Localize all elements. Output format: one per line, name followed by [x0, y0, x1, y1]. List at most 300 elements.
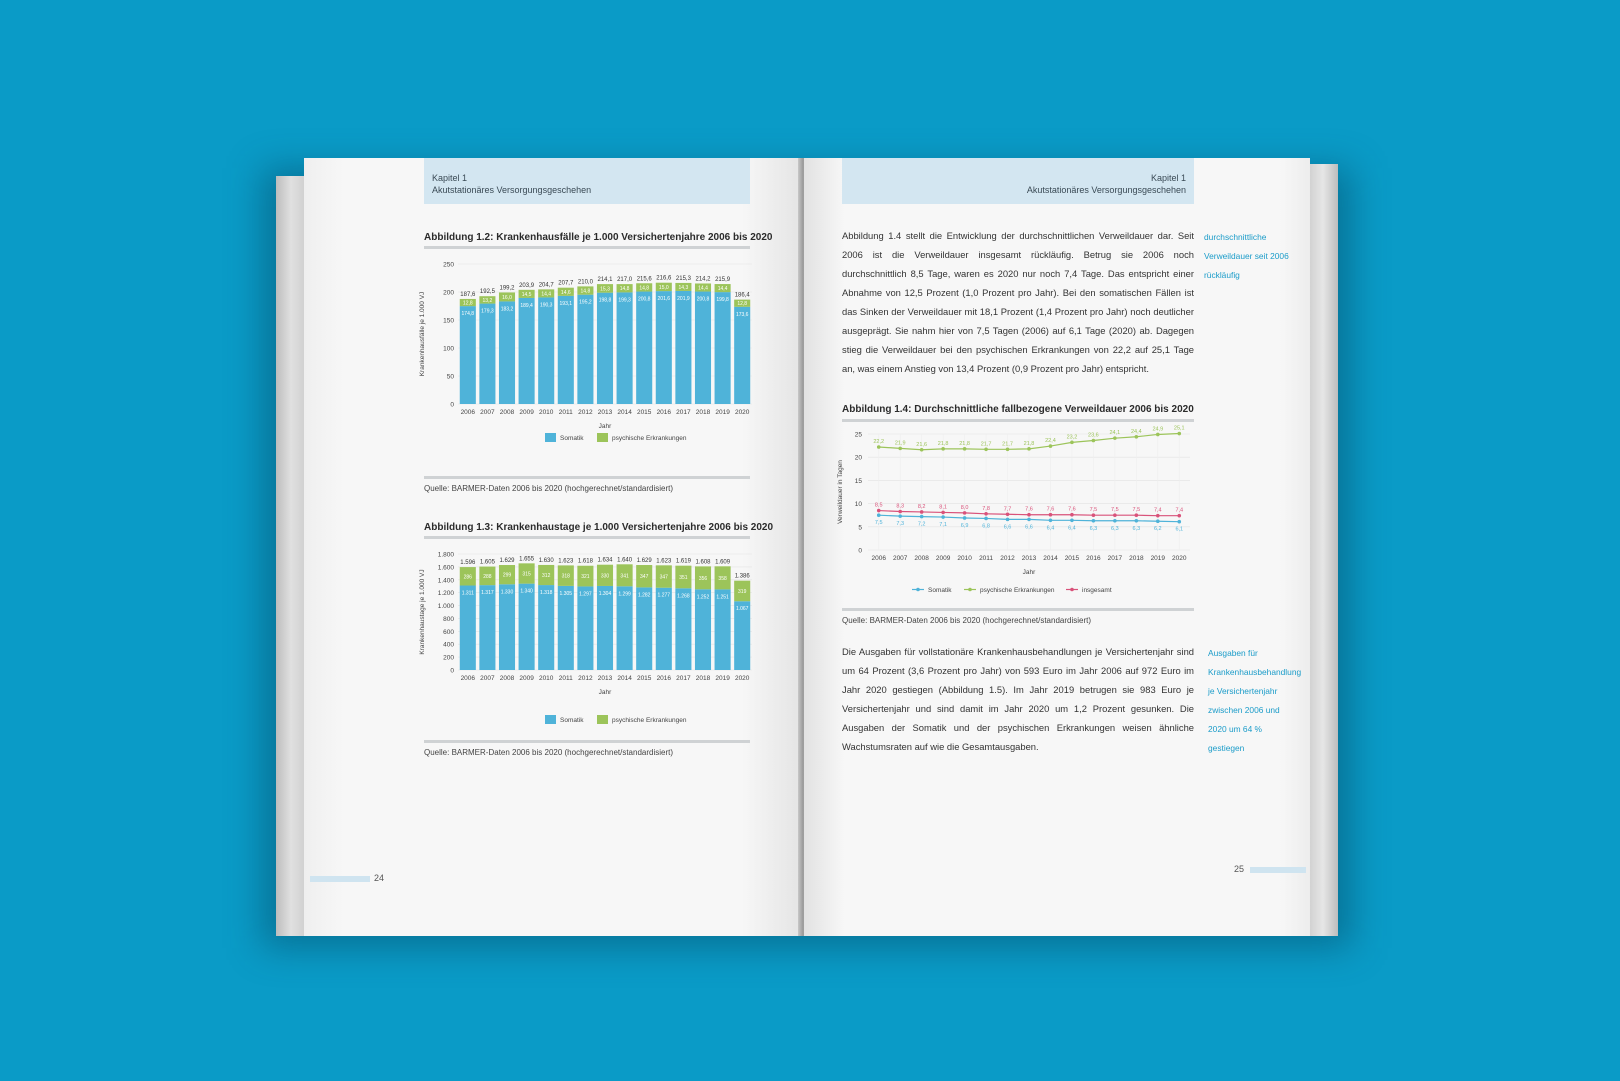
page-footer-bar	[310, 876, 370, 882]
y-tick-label: 0	[450, 401, 454, 409]
series-somatik-label: 6,6	[1025, 524, 1033, 531]
total-label: 199,2	[499, 285, 515, 292]
series-somatik-label: 6,3	[1089, 525, 1098, 532]
total-label: 215,9	[715, 277, 731, 284]
series-psych-label: 21,7	[980, 441, 992, 448]
x-tick-label: 2019	[1150, 555, 1166, 562]
x-tick-label: 2008	[499, 675, 515, 682]
total-label: 215,3	[675, 275, 691, 282]
series-insgesamt-point	[1156, 514, 1160, 518]
x-tick-label: 2015	[636, 409, 652, 416]
x-tick-label: 2009	[935, 555, 951, 562]
x-tick-label: 2020	[1172, 555, 1187, 562]
total-label: 214,2	[695, 276, 711, 283]
psych-value-label: 299	[502, 572, 512, 579]
total-label: 207,7	[558, 280, 574, 287]
bar-somatik	[597, 293, 613, 404]
y-tick-label: 10	[854, 501, 862, 509]
bar-somatik	[695, 292, 711, 404]
series-insgesamt-label: 8,1	[939, 504, 947, 511]
series-insgesamt-label: 8,0	[960, 504, 969, 511]
somatik-value-label: 1.297	[579, 591, 592, 598]
figure-source: Quelle: BARMER-Daten 2006 bis 2020 (hochgerechnet/standardisiert)	[842, 616, 1092, 625]
y-tick-label: 50	[446, 373, 454, 381]
bar-somatik	[519, 584, 535, 670]
x-tick-label: 2018	[695, 409, 711, 416]
bar-somatik	[499, 584, 515, 670]
series-somatik-point	[1135, 519, 1139, 523]
bar-chart-days	[416, 540, 756, 740]
y-tick-label: 400	[443, 641, 454, 649]
psych-value-label: 318	[561, 573, 570, 580]
paragraph: Abbildung 1.4 stellt die Entwicklung der durchschnittlichen Verweildauer dar. Seit 2006 ist die Verweildauer insgesamt rückläufig. Betrug sie 2006 noch durchschnittlich 8,5 Tage, waren es 2020 nur noch 7,4 Tage. Das entspricht einer Abnahme von 12,5 Prozent (1,0 Prozent pro Jahr). Bei den somatischen Fällen ist das Sinken der Verweildauer mit 18,1 Prozent (1,4 Prozent pro Jahr) noch deutlicher ausgeprägt. Sie nahm hier von 7,5 Tagen (2006) auf 6,1 Tage (2020) ab. Dagegen stieg die Verweildauer bei den psychischen Erkrankungen von 22,2 auf 25,1 Tage an, was einem Anstieg von 13,4 Prozent (0,9 Prozent pro Jahr) entspricht.	[842, 230, 1194, 374]
psych-value-label: 12,8	[462, 300, 473, 307]
bar-somatik	[519, 298, 535, 404]
series-somatik-label: 6,1	[1175, 526, 1184, 533]
somatik-value-label: 1.268	[677, 593, 690, 600]
y-tick-label: 600	[443, 628, 454, 636]
x-tick-label: 2012	[578, 675, 593, 682]
psych-value-label: 347	[659, 574, 668, 581]
x-tick-label: 2012	[578, 409, 593, 416]
series-somatik-label: 6,4	[1046, 525, 1055, 532]
chapter-label: Kapitel 1	[432, 173, 468, 183]
series-insgesamt-point	[1092, 513, 1096, 517]
x-axis-label: Jahr	[598, 689, 612, 696]
series-psych-label: 21,8	[937, 440, 949, 447]
legend-swatch-somatik	[545, 433, 556, 442]
somatik-value-label: 190,3	[539, 302, 553, 309]
x-tick-label: 2010	[538, 409, 554, 416]
series-psych-label: 24,4	[1130, 428, 1142, 435]
series-somatik-label: 6,6	[1003, 524, 1012, 531]
bar-somatik	[675, 588, 691, 670]
figure-rule	[424, 536, 750, 539]
y-tick-label: 1.200	[437, 590, 454, 598]
x-tick-label: 2018	[1129, 555, 1144, 562]
series-insgesamt-point	[1113, 513, 1117, 517]
legend-label-psych: psychische Erkrankungen	[612, 717, 687, 724]
series-insgesamt-point	[1135, 513, 1139, 517]
bar-somatik	[558, 586, 574, 670]
x-tick-label: 2016	[656, 409, 672, 416]
y-tick-label: 1.600	[437, 564, 454, 572]
section-label: Akutstationäres Versorgungsgeschehen	[1026, 185, 1186, 195]
y-tick-label: 1.000	[437, 603, 454, 611]
series-somatik-label: 7,3	[896, 521, 905, 528]
x-tick-label: 2010	[957, 555, 972, 562]
chapter-label: Kapitel 1	[1150, 173, 1186, 183]
x-tick-label: 2010	[538, 675, 554, 682]
x-tick-label: 2009	[519, 409, 534, 416]
bar-somatik	[675, 291, 691, 404]
legend-swatch-somatik	[545, 715, 556, 724]
psych-value-label: 16,0	[502, 294, 512, 301]
series-somatik-label: 7,2	[917, 521, 926, 528]
x-tick-label: 2006	[871, 555, 886, 562]
bar-somatik	[479, 304, 495, 404]
series-somatik-point	[1092, 519, 1096, 523]
legend-label-series-somatik: Somatik	[928, 587, 952, 594]
x-tick-label: 2007	[480, 409, 495, 416]
series-psych-label: 23,6	[1088, 432, 1099, 439]
series-psych-label: 24,9	[1152, 426, 1164, 433]
psych-value-label: 315	[522, 571, 531, 578]
total-label: 186,4	[734, 292, 750, 299]
bar-somatik	[695, 589, 711, 670]
somatik-value-label: 199,8	[716, 297, 729, 304]
psych-value-label: 13,2	[482, 297, 493, 304]
bar-somatik	[460, 306, 476, 404]
somatik-value-label: 1.318	[539, 590, 553, 597]
psych-value-label: 12,8	[737, 301, 748, 308]
series-somatik-label: 6,9	[960, 522, 969, 529]
series-psych-point	[1092, 439, 1096, 443]
psych-value-label: 356	[698, 575, 708, 582]
total-label: 1.596	[460, 560, 476, 567]
series-somatik-label: 6,2	[1153, 526, 1162, 533]
bar-somatik	[538, 585, 554, 670]
somatik-value-label: 1.305	[559, 590, 573, 597]
figure-rule	[424, 246, 750, 249]
series-insgesamt-label: 7,6	[1068, 506, 1076, 513]
somatik-value-label: 201,9	[677, 295, 690, 302]
psych-value-label: 14,8	[639, 285, 650, 292]
left-page-stack	[276, 176, 306, 936]
somatik-value-label: 1.251	[716, 594, 729, 601]
series-psych-point	[1113, 436, 1117, 440]
bar-somatik	[715, 292, 731, 404]
series-psych-label: 21,9	[894, 440, 906, 447]
series-insgesamt-label: 7,6	[1046, 506, 1055, 513]
y-tick-label: 150	[443, 317, 454, 325]
x-tick-label: 2013	[1021, 555, 1037, 562]
series-psych-point	[1177, 432, 1181, 436]
series-insgesamt-label: 7,7	[1003, 506, 1012, 513]
total-label: 217,0	[617, 277, 633, 284]
y-tick-label: 200	[443, 289, 454, 297]
total-label: 1.618	[577, 558, 593, 565]
y-tick-label: 800	[443, 615, 454, 623]
series-somatik-point	[1070, 519, 1074, 523]
bar-somatik	[636, 587, 652, 670]
bar-somatik	[734, 307, 750, 404]
psych-value-label: 312	[542, 573, 551, 580]
figure-rule	[424, 740, 750, 743]
series-psych-point	[920, 448, 924, 452]
section-label: Akutstationäres Versorgungsgeschehen	[432, 185, 592, 195]
x-tick-label: 2019	[715, 409, 730, 416]
series-psych-label: 21,6	[916, 441, 928, 448]
bar-somatik	[558, 296, 574, 404]
page-number: 24	[374, 873, 385, 883]
psych-value-label: 288	[483, 573, 492, 580]
psych-value-label: 358	[718, 575, 727, 582]
x-tick-label: 2011	[979, 555, 994, 562]
legend-label-somatik: Somatik	[560, 717, 584, 724]
psych-value-label: 14,6	[560, 289, 571, 296]
legend-marker-series-somatik	[916, 588, 920, 592]
series-psych-label: 22,4	[1045, 438, 1056, 445]
psych-value-label: 341	[620, 573, 629, 580]
series-psych-point	[1135, 435, 1139, 439]
x-tick-label: 2008	[499, 409, 515, 416]
psych-value-label: 14,8	[619, 286, 630, 293]
page-number: 25	[1234, 864, 1245, 874]
line-chart-stay	[834, 422, 1200, 606]
somatik-value-label: 1.304	[598, 590, 612, 597]
total-label: 192,5	[479, 289, 495, 296]
somatik-value-label: 179,3	[481, 308, 494, 315]
series-insgesamt-label: 7,5	[1111, 507, 1119, 514]
margin-note: Ausgaben für Krankenhausbehandlung je Versichertenjahr zwischen 2006 und 2020 um 64 % gestiegen	[1208, 648, 1302, 753]
somatik-value-label: 1.299	[618, 591, 631, 598]
series-somatik-point	[941, 515, 945, 519]
total-label: 1.623	[656, 558, 672, 565]
left-page	[304, 158, 802, 936]
total-label: 1.623	[558, 558, 574, 565]
figure-title: Abbildung 1.3: Krankenhaustage je 1.000 Versichertenjahre 2006 bis 2020	[424, 522, 774, 533]
x-tick-label: 2020	[734, 409, 750, 416]
legend-label-series-insgesamt: insgesamt	[1082, 587, 1112, 594]
bar-somatik	[597, 586, 613, 670]
series-insgesamt-label: 7,5	[1132, 507, 1141, 514]
series-psych-label: 23,2	[1066, 434, 1078, 441]
series-psych-point	[941, 447, 945, 451]
somatik-value-label: 201,6	[657, 296, 671, 303]
psych-value-label: 14,4	[717, 286, 728, 293]
series-psych-label: 24,1	[1109, 430, 1121, 437]
psych-value-label: 286	[463, 574, 472, 581]
somatik-value-label: 1.311	[461, 590, 474, 597]
total-label: 1.619	[675, 558, 691, 565]
x-axis-label: Jahr	[1022, 569, 1036, 576]
right-page	[804, 158, 1310, 936]
y-tick-label: 1.800	[437, 551, 454, 559]
y-tick-label: 20	[854, 454, 862, 462]
series-insgesamt-label: 7,8	[982, 505, 990, 512]
somatik-value-label: 183,2	[500, 306, 514, 313]
somatik-value-label: 1.317	[481, 590, 494, 597]
series-psych-point	[984, 448, 988, 452]
x-tick-label: 2015	[1064, 555, 1080, 562]
bar-somatik	[577, 586, 593, 670]
series-psych-point	[1049, 444, 1053, 448]
bar-somatik	[460, 586, 476, 670]
x-tick-label: 2017	[676, 409, 691, 416]
somatik-value-label: 1.282	[637, 592, 651, 599]
psych-value-label: 15,0	[658, 284, 669, 291]
series-insgesamt-point	[877, 509, 881, 513]
x-tick-label: 2009	[519, 675, 534, 682]
x-tick-label: 2007	[892, 555, 908, 562]
x-tick-label: 2019	[715, 675, 730, 682]
series-somatik-point	[1006, 518, 1010, 522]
x-tick-label: 2017	[676, 675, 691, 682]
psych-value-label: 330	[600, 573, 610, 580]
y-tick-label: 25	[854, 431, 862, 439]
somatik-value-label: 1.340	[520, 588, 533, 595]
series-somatik-point	[1156, 519, 1160, 523]
figure-source: Quelle: BARMER-Daten 2006 bis 2020 (hochgerechnet/standardisiert)	[424, 748, 674, 757]
x-tick-label: 2018	[695, 675, 711, 682]
series-somatik-label: 6,8	[982, 523, 990, 530]
series-somatik-label: 7,5	[874, 520, 883, 527]
psych-value-label: 351	[679, 574, 688, 581]
x-tick-label: 2006	[460, 409, 476, 416]
psych-value-label: 14,5	[521, 291, 532, 298]
bar-somatik	[577, 295, 593, 404]
series-somatik-point	[984, 517, 988, 521]
chapter-header	[424, 158, 750, 204]
legend-marker-series-psych	[968, 588, 972, 592]
y-tick-label: 0	[858, 547, 862, 555]
series-somatik-point	[1027, 518, 1031, 522]
y-tick-label: 15	[854, 477, 862, 485]
y-tick-label: 250	[443, 261, 454, 269]
total-label: 1.655	[519, 556, 535, 563]
somatik-value-label: 189,4	[520, 302, 533, 309]
bar-somatik	[636, 292, 652, 404]
paragraph: Die Ausgaben für vollstationäre Krankenhausbehandlungen je Versichertenjahr sind um 64 Prozent (3,6 Prozent pro Jahr) von 593 Euro im Jahr 2006 auf 972 Euro im Jahr 2020 gestiegen (Abbildung 1.5). Im Jahr 2019 betrugen sie 983 Euro je Versichertenjahr und sind damit im Jahr 2020 um 1,2 Prozent gesunken. Die Ausgaben der Somatik und der psychischen Erkrankungen weisen ähnliche Wachstumsraten auf wie die Gesamtausgaben.	[842, 646, 1194, 752]
page-footer-bar	[1250, 867, 1306, 873]
psych-value-label: 14,4	[541, 291, 552, 298]
series-insgesamt-label: 8,2	[917, 503, 926, 510]
psych-value-label: 347	[640, 574, 649, 581]
series-insgesamt-point	[941, 511, 945, 515]
x-tick-label: 2016	[1086, 555, 1101, 562]
series-somatik-point	[920, 515, 924, 519]
x-tick-label: 2017	[1107, 555, 1123, 562]
y-tick-label: 200	[443, 654, 454, 662]
total-label: 1.629	[499, 558, 515, 565]
series-somatik-point	[1049, 519, 1053, 523]
legend-label-psych: psychische Erkrankungen	[612, 435, 687, 442]
series-insgesamt-label: 8,5	[874, 502, 883, 509]
total-label: 1.605	[479, 559, 495, 566]
total-label: 1.634	[597, 557, 613, 564]
series-psych-point	[1006, 448, 1010, 452]
somatik-value-label: 200,8	[696, 296, 710, 303]
series-somatik-point	[898, 514, 902, 518]
psych-value-label: 14,3	[678, 284, 689, 291]
total-label: 203,9	[519, 282, 535, 289]
series-psych-label: 21,8	[959, 440, 970, 447]
series-somatik-label: 6,4	[1068, 525, 1076, 532]
somatik-value-label: 199,3	[618, 297, 631, 304]
figure-rule	[424, 476, 750, 479]
somatik-value-label: 1.067	[735, 606, 749, 613]
series-somatik-label: 6,3	[1111, 525, 1119, 532]
series-somatik-label: 7,1	[939, 522, 947, 529]
margin-note: durchschnittliche Verweildauer seit 2006 rückläufig	[1204, 232, 1289, 280]
x-tick-label: 2013	[597, 409, 613, 416]
series-insgesamt-point	[963, 511, 967, 515]
series-insgesamt-point	[1006, 512, 1010, 516]
series-insgesamt-point	[1177, 514, 1181, 518]
series-somatik-point	[1113, 519, 1117, 523]
somatik-value-label: 200,8	[637, 296, 651, 303]
legend-swatch-psych	[597, 715, 608, 724]
legend-label-series-psych: psychische Erkrankungen	[980, 587, 1055, 594]
somatik-value-label: 195,2	[579, 299, 592, 306]
x-tick-label: 2014	[1043, 555, 1058, 562]
bar-somatik	[617, 586, 633, 670]
series-insgesamt-point	[1049, 513, 1053, 517]
x-tick-label: 2008	[914, 555, 929, 562]
x-tick-label: 2011	[558, 409, 573, 416]
x-tick-label: 2016	[656, 675, 672, 682]
series-insgesamt-label: 7,6	[1025, 506, 1033, 513]
total-label: 204,7	[538, 282, 554, 289]
x-tick-label: 2020	[734, 675, 750, 682]
chapter-header	[842, 158, 1194, 204]
series-psych-point	[1070, 441, 1074, 445]
somatik-value-label: 193,1	[559, 300, 573, 307]
total-label: 1.609	[715, 559, 731, 566]
bar-somatik	[479, 585, 495, 670]
series-psych-point	[1156, 433, 1160, 437]
total-label: 1.630	[538, 557, 554, 564]
series-psych-point	[877, 445, 881, 449]
series-insgesamt-point	[898, 510, 902, 514]
y-tick-label: 5	[858, 524, 862, 532]
legend-swatch-psych	[597, 433, 608, 442]
series-psych-point	[963, 447, 967, 451]
series-insgesamt-point	[1070, 513, 1074, 517]
y-axis-label: Krankenhaustage je 1.000 VJ	[419, 569, 426, 655]
bar-chart-cases	[416, 250, 756, 476]
series-psych-label: 22,2	[873, 438, 885, 445]
y-axis-label: Krankenhausfälle je 1.000 VJ	[419, 291, 426, 377]
total-label: 187,6	[460, 291, 476, 298]
series-insgesamt-label: 7,4	[1175, 507, 1184, 514]
series-insgesamt-label: 7,5	[1089, 507, 1098, 514]
somatik-value-label: 1.277	[657, 592, 671, 599]
somatik-value-label: 173,6	[735, 311, 749, 318]
x-tick-label: 2011	[558, 675, 573, 682]
bar-somatik	[656, 588, 672, 670]
right-page-stack	[1308, 164, 1338, 936]
psych-value-label: 321	[581, 574, 590, 581]
series-insgesamt-point	[1027, 513, 1031, 517]
figure-rule	[842, 608, 1194, 611]
y-tick-label: 0	[450, 667, 454, 675]
x-tick-label: 2013	[597, 675, 613, 682]
y-tick-label: 100	[443, 345, 454, 353]
total-label: 216,6	[656, 275, 672, 282]
series-psych-point	[1027, 447, 1031, 451]
series-psych-label: 21,7	[1002, 441, 1013, 448]
total-label: 1.640	[617, 557, 633, 564]
somatik-value-label: 198,8	[598, 297, 612, 304]
psych-value-label: 14,8	[580, 288, 591, 295]
total-label: 1.629	[636, 558, 652, 565]
series-somatik-point	[963, 516, 967, 520]
x-tick-label: 2015	[636, 675, 652, 682]
psych-value-label: 319	[738, 588, 747, 595]
somatik-value-label: 174,8	[461, 311, 475, 318]
x-axis-label: Jahr	[598, 423, 612, 430]
series-insgesamt-point	[920, 510, 924, 514]
series-psych-label: 21,8	[1023, 440, 1035, 447]
x-tick-label: 2014	[617, 675, 632, 682]
x-tick-label: 2007	[480, 675, 495, 682]
bar-somatik	[656, 291, 672, 404]
total-label: 1.386	[734, 573, 750, 580]
y-axis-label: Verweildauer in Tagen	[837, 460, 844, 524]
x-tick-label: 2006	[460, 675, 476, 682]
